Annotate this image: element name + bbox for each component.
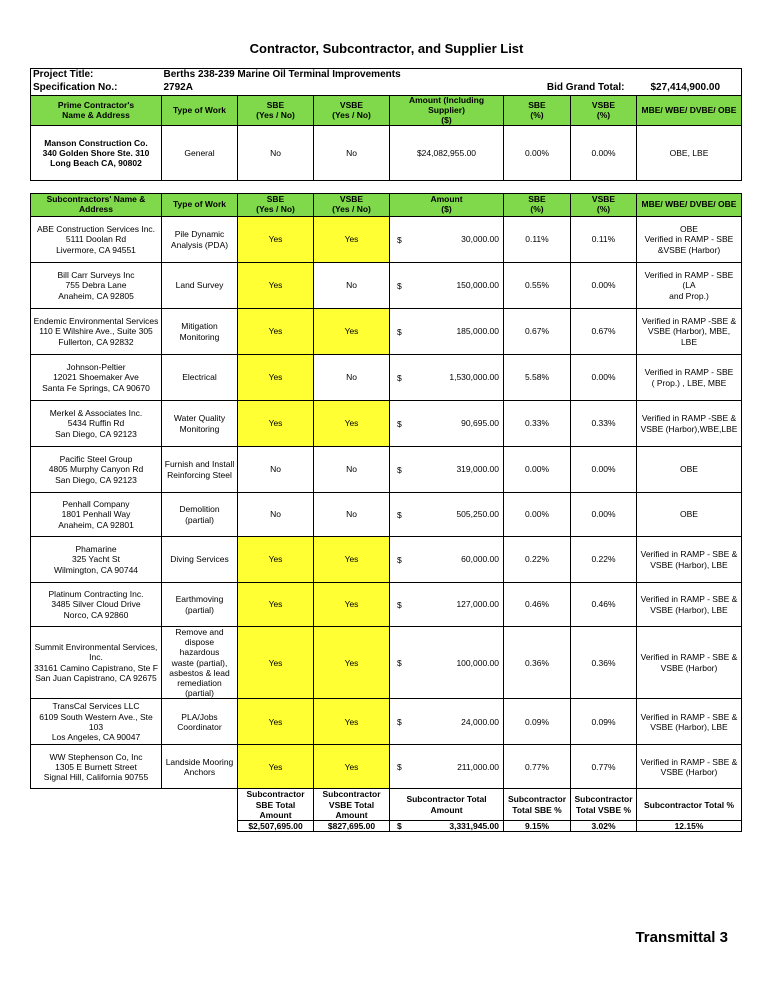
prime-sbe-pct: 0.00% (504, 126, 571, 181)
sub-sbe-pct: 0.00% (504, 493, 571, 537)
sub-name: Pacific Steel Group 4805 Murphy Canyon Rd San Diego, CA 92123 (31, 447, 162, 493)
sub-vsbe: Yes (314, 745, 390, 789)
sub-amount-cell (390, 493, 504, 537)
sub-name: Phamarine 325 Yacht St Wilmington, CA 90744 (31, 537, 162, 583)
sub-sbe-pct: 0.11% (504, 217, 571, 263)
sub-row (31, 745, 742, 789)
sub-sbe: Yes (238, 537, 314, 583)
total-vsbe-amount: $827,695.00 (314, 820, 390, 831)
sub-vsbe: No (314, 263, 390, 309)
sub-vsbe: Yes (314, 583, 390, 627)
subcontractor-table (30, 193, 742, 832)
total-sbe-amount: $2,507,695.00 (238, 820, 314, 831)
total-label: Subcontractor SBE Total Amount (238, 789, 314, 821)
sub-row (31, 309, 742, 355)
sub-sbe: Yes (238, 745, 314, 789)
currency-symbol: $ (397, 509, 402, 520)
sub-vsbe-pct: 0.46% (571, 583, 637, 627)
sub-sbe-pct: 0.09% (504, 699, 571, 745)
sub-sbe: Yes (238, 309, 314, 355)
total-amount-cell (390, 820, 504, 831)
sub-name: WW Stephenson Co, Inc 1305 E Burnett Street Signal Hill, California 90755 (31, 745, 162, 789)
sub-vsbe: No (314, 447, 390, 493)
sub-vsbe-pct: 0.67% (571, 309, 637, 355)
prime-work: General (162, 126, 238, 181)
sub-work: Demolition (partial) (162, 493, 238, 537)
blank-cell (162, 789, 238, 821)
header-cell: SBE (%) (504, 96, 571, 126)
blank-cell (162, 820, 238, 831)
total-label: Subcontractor VSBE Total Amount (314, 789, 390, 821)
sub-cert: Verified in RAMP - SBE (LA and Prop.) (637, 263, 742, 309)
prime-sbe: No (238, 126, 314, 181)
prime-name: Manson Construction Co. 340 Golden Shore Ste. 310 Long Beach CA, 90802 (31, 126, 162, 181)
totals-label-row (31, 789, 742, 821)
sub-name: Summit Environmental Services, Inc. 33161 Camino Capistrano, Ste F San Juan Capistrano, CA 92675 (31, 627, 162, 699)
sub-name: TransCal Services LLC 6109 South Western Ave., Ste 103 Los Angeles, CA 90047 (31, 699, 162, 745)
currency-symbol: $ (397, 554, 402, 565)
sub-row (31, 217, 742, 263)
sub-sbe: Yes (238, 263, 314, 309)
sub-name: Merkel & Associates Inc. 5434 Ruffin Rd San Diego, CA 92123 (31, 401, 162, 447)
header-cell: Type of Work (162, 96, 238, 126)
sub-cert: OBE Verified in RAMP - SBE &VSBE (Harbor) (637, 217, 742, 263)
currency-symbol: $ (397, 418, 402, 429)
sub-work: Land Survey (162, 263, 238, 309)
sub-cert: OBE (637, 447, 742, 493)
total-pct: 12.15% (637, 820, 742, 831)
sub-cert: Verified in RAMP - SBE ( Prop.) , LBE, MBE (637, 355, 742, 401)
prime-contractor-table (30, 68, 742, 181)
sub-vsbe-pct: 0.11% (571, 217, 637, 263)
header-cell: MBE/ WBE/ DVBE/ OBE (637, 96, 742, 126)
spec-label: Specification No.: (33, 82, 118, 94)
sub-amount: 1,530,000.00 (449, 372, 499, 383)
sub-amount-cell (390, 309, 504, 355)
sub-amount-cell (390, 401, 504, 447)
currency-symbol: $ (397, 657, 402, 668)
header-cell: VSBE (Yes / No) (314, 194, 390, 217)
sub-amount-cell (390, 447, 504, 493)
prime-row (31, 126, 742, 181)
header-cell: Type of Work (162, 194, 238, 217)
sub-amount-cell (390, 627, 504, 699)
prime-header-row (31, 96, 742, 126)
header-cell: Amount ($) (390, 194, 504, 217)
sub-vsbe-pct: 0.33% (571, 401, 637, 447)
sub-amount-cell (390, 537, 504, 583)
sub-amount: 185,000.00 (456, 326, 499, 337)
currency-symbol: $ (397, 599, 402, 610)
sub-sbe: Yes (238, 699, 314, 745)
sub-row (31, 401, 742, 447)
project-title-label: Project Title: (33, 69, 94, 81)
sub-amount: 30,000.00 (461, 234, 499, 245)
sub-amount: 211,000.00 (457, 761, 499, 772)
sub-amount-cell (390, 217, 504, 263)
sub-row (31, 263, 742, 309)
header-cell: VSBE (Yes / No) (314, 96, 390, 126)
sub-name: Platinum Contracting Inc. 3485 Silver Cloud Drive Norco, CA 92860 (31, 583, 162, 627)
sub-work: Pile Dynamic Analysis (PDA) (162, 217, 238, 263)
sub-sbe: No (238, 447, 314, 493)
header-cell: SBE (Yes / No) (238, 96, 314, 126)
sub-sbe-pct: 0.22% (504, 537, 571, 583)
sub-row (31, 537, 742, 583)
sub-cert: Verified in RAMP -SBE & VSBE (Harbor), MBE, LBE (637, 309, 742, 355)
sub-amount: 150,000.00 (456, 280, 499, 291)
sub-name: ABE Construction Services Inc. 5111 Doolan Rd Livermore, CA 94551 (31, 217, 162, 263)
sub-sbe-pct: 0.46% (504, 583, 571, 627)
sub-vsbe: No (314, 493, 390, 537)
sub-vsbe-pct: 0.00% (571, 355, 637, 401)
sub-cert: Verified in RAMP - SBE & VSBE (Harbor) (637, 627, 742, 699)
total-label: Subcontractor Total % (637, 789, 742, 821)
sub-name: Johnson-Peltier 12021 Shoemaker Ave Santa Fe Springs, CA 90670 (31, 355, 162, 401)
sub-vsbe-pct: 0.00% (571, 263, 637, 309)
sub-work: Water Quality Monitoring (162, 401, 238, 447)
sub-amount: 505,250.00 (456, 509, 499, 520)
sub-sbe: Yes (238, 583, 314, 627)
sub-sbe-pct: 0.33% (504, 401, 571, 447)
sub-work: Furnish and Install Reinforcing Steel (162, 447, 238, 493)
sub-vsbe-pct: 0.00% (571, 447, 637, 493)
total-label: Subcontractor Total Amount (390, 789, 504, 821)
sub-sbe: Yes (238, 401, 314, 447)
prime-vsbe-pct: 0.00% (571, 126, 637, 181)
sub-cert: Verified in RAMP - SBE & VSBE (Harbor), LBE (637, 583, 742, 627)
total-label: Subcontractor Total VSBE % (571, 789, 637, 821)
prime-cert: OBE, LBE (637, 126, 742, 181)
header-cell: Subcontractors' Name & Address (31, 194, 162, 217)
sub-sbe: Yes (238, 217, 314, 263)
blank-cell (31, 789, 162, 821)
sub-amount: 60,000.00 (461, 554, 499, 565)
currency-symbol: $ (397, 716, 402, 727)
sub-amount: 100,000.00 (456, 657, 499, 668)
sub-sbe-pct: 0.77% (504, 745, 571, 789)
sub-name: Penhall Company 1801 Penhall Way Anaheim, CA 92801 (31, 493, 162, 537)
sub-sbe: Yes (238, 627, 314, 699)
sub-header-row (31, 194, 742, 217)
sub-vsbe: No (314, 355, 390, 401)
sub-work: Remove and dispose hazardous waste (partial), asbestos & lead remediation (partial) (162, 627, 238, 699)
sub-vsbe: Yes (314, 627, 390, 699)
bid-total-label: Bid Grand Total: (546, 82, 625, 94)
sub-amount-cell (390, 745, 504, 789)
sub-cert: Verified in RAMP - SBE & VSBE (Harbor), LBE (637, 699, 742, 745)
sub-vsbe-pct: 0.00% (571, 493, 637, 537)
total-vsbe-pct: 3.02% (571, 820, 637, 831)
sub-vsbe: Yes (314, 217, 390, 263)
sub-vsbe: Yes (314, 401, 390, 447)
header-cell: SBE (%) (504, 194, 571, 217)
currency-symbol: $ (397, 464, 402, 475)
sub-vsbe: Yes (314, 309, 390, 355)
sub-work: PLA/Jobs Coordinator (162, 699, 238, 745)
sub-vsbe-pct: 0.09% (571, 699, 637, 745)
blank-cell (31, 820, 162, 831)
currency-symbol: $ (397, 820, 402, 831)
currency-symbol: $ (397, 372, 402, 383)
currency-symbol: $ (397, 234, 402, 245)
totals-value-row (31, 820, 742, 831)
sub-sbe-pct: 0.67% (504, 309, 571, 355)
sub-amount: 90,695.00 (461, 418, 499, 429)
sub-amount: 319,000.00 (456, 464, 499, 475)
sub-amount-cell (390, 355, 504, 401)
sub-vsbe-pct: 0.36% (571, 627, 637, 699)
sub-amount: 24,000.00 (461, 716, 499, 727)
sub-row (31, 583, 742, 627)
bid-total-value: $27,414,900.00 (650, 82, 721, 94)
sub-sbe: No (238, 493, 314, 537)
sub-cert: Verified in RAMP - SBE & VSBE (Harbor), LBE (637, 537, 742, 583)
header-cell: Amount (Including Supplier) ($) (390, 96, 504, 126)
project-title-value: Berths 238-239 Marine Oil Terminal Improvements (163, 69, 401, 81)
total-amount: 3,331,945.00 (449, 820, 499, 831)
sub-sbe-pct: 0.00% (504, 447, 571, 493)
sub-amount-cell (390, 699, 504, 745)
sub-cert: OBE (637, 493, 742, 537)
header-cell: VSBE (%) (571, 194, 637, 217)
sub-work: Landside Mooring Anchors (162, 745, 238, 789)
sub-work: Earthmoving (partial) (162, 583, 238, 627)
sub-amount-cell (390, 583, 504, 627)
sub-sbe-pct: 0.36% (504, 627, 571, 699)
sub-name: Endemic Environmental Services 110 E Wilshire Ave., Suite 305 Fullerton, CA 92832 (31, 309, 162, 355)
sub-name: Bill Carr Surveys Inc 755 Debra Lane Anaheim, CA 92805 (31, 263, 162, 309)
currency-symbol: $ (397, 280, 402, 291)
header-cell: Prime Contractor's Name & Address (31, 96, 162, 126)
sub-row (31, 355, 742, 401)
currency-symbol: $ (397, 761, 402, 772)
sub-amount-cell (390, 263, 504, 309)
header-cell: SBE (Yes / No) (238, 194, 314, 217)
sub-vsbe-pct: 0.77% (571, 745, 637, 789)
prime-amount: $24,082,955.00 (390, 126, 504, 181)
sub-cert: Verified in RAMP - SBE & VSBE (Harbor) (637, 745, 742, 789)
sub-sbe-pct: 5.58% (504, 355, 571, 401)
sub-cert: Verified in RAMP -SBE & VSBE (Harbor),WBE,LBE (637, 401, 742, 447)
sub-work: Mitigation Monitoring (162, 309, 238, 355)
sub-amount: 127,000.00 (456, 599, 499, 610)
header-cell: VSBE (%) (571, 96, 637, 126)
header-cell: MBE/ WBE/ DVBE/ OBE (637, 194, 742, 217)
sub-sbe: Yes (238, 355, 314, 401)
transmittal-label: Transmittal 3 (635, 929, 728, 946)
total-sbe-pct: 9.15% (504, 820, 571, 831)
sub-work: Diving Services (162, 537, 238, 583)
prime-vsbe: No (314, 126, 390, 181)
sub-row (31, 493, 742, 537)
page-title: Contractor, Subcontractor, and Supplier List (249, 41, 524, 56)
sub-row (31, 447, 742, 493)
sub-vsbe-pct: 0.22% (571, 537, 637, 583)
sub-vsbe: Yes (314, 537, 390, 583)
sub-row (31, 627, 742, 699)
spec-value: 2792A (163, 82, 193, 94)
total-label: Subcontractor Total SBE % (504, 789, 571, 821)
sub-vsbe: Yes (314, 699, 390, 745)
sub-sbe-pct: 0.55% (504, 263, 571, 309)
sub-work: Electrical (162, 355, 238, 401)
currency-symbol: $ (397, 326, 402, 337)
sub-row (31, 699, 742, 745)
